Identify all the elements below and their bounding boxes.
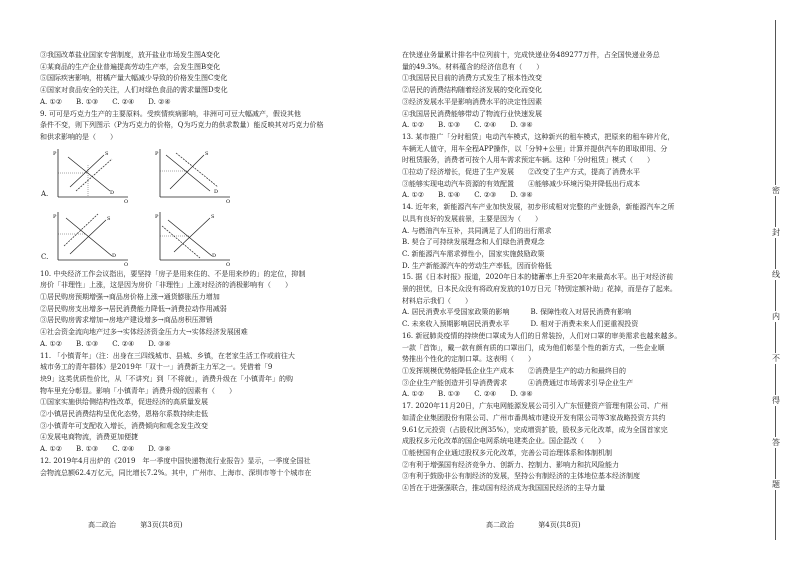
text-line: ③小镇青年可支配收入增长，消费倾向和观念发生改变 bbox=[40, 421, 208, 430]
text-line: ④发展电商物流，消费更加便捷 bbox=[40, 433, 138, 442]
text-line: ④我国居民消费能够带动了物流行业快速发展 bbox=[402, 109, 542, 118]
text-line: 11. 「小镇青年」（注：出身在三四线城市、县城、乡镇，在老家生活工作或前往大 bbox=[40, 351, 295, 360]
footer-left-page: 第3页(共8页) bbox=[140, 521, 183, 529]
text-line: 10. 中央经济工作会议指出，要坚持「房子是用来住的、不是用来炒的」的定位，抑制 bbox=[40, 269, 306, 278]
text-line: ④旨在于进强强联合，推动国有经济成为我国国民经济的主导力量 bbox=[402, 484, 605, 493]
text-line: 9.61亿元投资（占股权比例35%），完成增资扩股，股权多元化改革，成为全国首家完 bbox=[402, 425, 668, 434]
svg-text:S: S bbox=[205, 150, 209, 157]
text-line: ③能够实现电动汽车资源的有效配置 ④能够减少环境污染并降低出行成本 bbox=[402, 179, 640, 188]
text-line: 成股权多元化改革的国企电网系统电建类企业。国企混改（ ） bbox=[402, 437, 605, 446]
text-line: ①发挥规模优势能降低企业生产成本 ②消费是生产的动力和最终目的 bbox=[402, 366, 626, 375]
text-line: C. 未来收入预期影响居民消费水平 D. 相对于消费未来人们更重视投资 bbox=[402, 320, 639, 329]
graph-c-letter: C. bbox=[41, 252, 49, 261]
text-line: ①国家实施供给侧结构性改革，促进经济的高质量发展 bbox=[40, 398, 208, 407]
footer-left bbox=[88, 520, 205, 530]
text-line: A. 与燃油汽车互补，共同满足了人们的出行需求 bbox=[402, 226, 552, 235]
text-line: ③经济发展水平是影响消费水平的决定性因素 bbox=[402, 97, 542, 106]
text-line: 量的49.3%。材料蕴含的经济信息有（ ） bbox=[402, 62, 544, 71]
svg-text:D: D bbox=[214, 188, 219, 195]
footer-right bbox=[486, 520, 603, 530]
text-line: A. ①② B. ①③ C. ②④ D. ③④ bbox=[40, 445, 171, 454]
svg-text:P: P bbox=[53, 213, 57, 220]
text-line: ③居民购房需求增加→房地产建设增多→商品房积压滞销 bbox=[40, 316, 213, 325]
text-line: A. ①② B. ①③ C. ②④ D. ②④ bbox=[40, 97, 171, 106]
text-line: 条件不变，则下列图示（P为巧克力的价格，Q为巧克力的供求数量）能反映其对巧克力价格 bbox=[40, 121, 324, 130]
graph-c bbox=[41, 210, 130, 266]
text-line: 9. 可可是巧克力生产的主要原料。受疾情疾病影响，非洲可可豆大幅减产，假设其他 bbox=[40, 109, 301, 118]
text-line: ③我国改革盐业国家专营制度，放开盐业市场发生图A变化 bbox=[40, 51, 221, 59]
seal-line-char: 内 bbox=[768, 311, 784, 322]
graph-a-svg bbox=[52, 147, 130, 203]
text-line: 在快递业务量累计排名中位列前十，完成快递业务489277万件，占全国快递业务总 bbox=[402, 51, 660, 59]
graph-d bbox=[154, 210, 232, 266]
graph-a bbox=[41, 147, 130, 203]
graph-c-svg bbox=[52, 210, 130, 266]
seal-line-margin bbox=[760, 0, 794, 561]
footer-left-subject: 高二政治 bbox=[88, 521, 116, 529]
graph-b bbox=[154, 147, 232, 203]
text-line: ⑤国际疾害影响，柑橘产量大幅减少导致的价格发生图C变化 bbox=[40, 74, 228, 83]
text-line: ②有利于增强国有经济竞争力、创新力、控制力、影响力和抗风险能力 bbox=[402, 460, 619, 469]
svg-text:S: S bbox=[211, 213, 215, 220]
text-line: A. ①② B. ①③ C. ②④ D. ③④ bbox=[40, 339, 171, 348]
text-line: 会物流总额62.4万亿元，同比增长7.2%。其中，广州市、上海市、深圳市等十个城市在 bbox=[40, 468, 312, 477]
text-line: 时租赁服务，消费者可按个人用车需求预定车辆。这种「分时租赁」模式（ ） bbox=[402, 156, 654, 165]
text-line: 和供求影响的是（ ） bbox=[40, 132, 117, 141]
text-line: 12. 2019年4月出炉的《2019 年一季度中国快递物流行业报告》显示，一季度全国社 bbox=[40, 456, 311, 465]
text-line: 如清企业集团股份有限公司、广州市番禺城市建设开发有限公司等3家战略投资方共约 bbox=[402, 413, 666, 422]
text-line: ②居民的消费结构随着经济发展的变化而变化 bbox=[402, 86, 542, 95]
text-line: B. 契合了可持续发展理念和人们绿色消费观念 bbox=[402, 238, 545, 247]
svg-text:P: P bbox=[155, 213, 159, 220]
seal-line-char: 题 bbox=[768, 479, 784, 490]
text-line: ④国家对食品安全的关注，人们对绿色食品的需求量图D变化 bbox=[40, 86, 228, 95]
text-line: 13. 某市推广「分时租赁」电动汽车模式，这种新兴的租车模式，把原来的租车碎片化， bbox=[402, 132, 675, 141]
footer-right-page: 第4页(共8页) bbox=[538, 521, 581, 529]
text-line: 一款「首饰」，戴一款有颜有质的口罩出门，成为他们彰显个性的新方式，一些企业顺 bbox=[402, 343, 665, 352]
svg-text:D: D bbox=[212, 252, 217, 259]
text-line: ②小镇居民消费结构呈优化态势，恩格尔系数持续走低 bbox=[40, 410, 208, 419]
text-line: A. ①② B. ①③ C. ②④ D. ③④ bbox=[402, 390, 533, 399]
text-line: ④某商品的生产企业普遍提高劳动生产率，会发生图B变化 bbox=[40, 62, 221, 71]
right-column bbox=[402, 50, 740, 495]
seal-line-char: 密 bbox=[768, 185, 784, 196]
seal-line-char: 答 bbox=[768, 437, 784, 448]
graph-d-svg bbox=[154, 210, 232, 266]
text-line: ③企业生产能创造并引导消费需求 ④消费通过市场需求引导企业生产 bbox=[402, 378, 633, 387]
text-line: ①我国居民目前的消费方式发生了根本性改变 bbox=[402, 74, 542, 83]
seal-line-char: 线 bbox=[768, 269, 784, 280]
text-line: ①居民购房预期增强→商品房价格上涨→通货膨胀压力增加 bbox=[40, 293, 220, 302]
text-line: ④社会资金流向地产过多→实体经济资金压力大→实体经济发展困难 bbox=[40, 328, 248, 337]
text-line: 房价「非理性」上涨，这是因为房价「非理性」上涨对经济的消极影响有（ ） bbox=[40, 281, 292, 290]
text-line: ①能使国有企业通过股权多元化改革，完善公司治理体系和体制机制 bbox=[402, 448, 612, 457]
text-line: 以具有良好的发展前景，主要是因为（ ） bbox=[402, 214, 542, 223]
text-line: ②居民购房支出增多→居民消费能力降低→消费拉动作用减弱 bbox=[40, 304, 227, 313]
supply-demand-graphs bbox=[41, 147, 385, 266]
seal-line bbox=[775, 20, 776, 540]
text-line: C. 新能源汽车需求弹性小，国家实施鼓励政策 bbox=[402, 249, 545, 258]
text-line: 材料启示我们（ ） bbox=[402, 296, 472, 305]
text-line: ③有利于鼓励非公有制经济的发展，坚持公有制经济的主体地位基本经济制度 bbox=[402, 472, 640, 481]
seal-line-char: 不 bbox=[768, 353, 784, 364]
text-line: 块9」这类优质性价比，从「不讲究」到「不将就」，消费升级在「小镇青年」的购 bbox=[40, 374, 293, 383]
text-line: 城市务工的青年群体）是2019年「双十一」消费新主力军之一。凭借着「9 bbox=[40, 363, 273, 372]
text-line: A. ①② B. ①④ C. ②③ D. ③④ bbox=[402, 191, 533, 200]
text-line: 势推出个性化的定制口罩。这表明（ ） bbox=[402, 355, 535, 364]
left-column bbox=[40, 50, 385, 479]
svg-text:Q: Q bbox=[226, 261, 231, 266]
seal-line-char: 封 bbox=[768, 227, 784, 238]
svg-text:S: S bbox=[107, 215, 111, 222]
footer-right-subject: 高二政治 bbox=[486, 521, 514, 529]
text-line: 17. 2020年11月20日，广东电网能源发展公司引入广东恒健资产管理有限公司、广州 bbox=[402, 402, 668, 411]
svg-text:Q: Q bbox=[124, 198, 129, 203]
text-line: A. ①② B. ①③ C. ②④ D. ③④ bbox=[402, 121, 533, 130]
svg-text:D: D bbox=[110, 189, 115, 196]
text-line: 车辆无人值守，用车全程APP操作，以「分钟+公里」计算并提供汽车的即取即用、分 bbox=[402, 144, 668, 153]
svg-text:Q: Q bbox=[226, 198, 231, 203]
svg-text:D: D bbox=[112, 252, 117, 259]
text-line: ①拉动了经济增长，促进了生产发展 ②改变了生产方式，提高了消费水平 bbox=[402, 168, 640, 177]
text-line: 景的担忧，日本民众没有将政府发放的10万日元「特别定额补助」花掉，而是存了起来。 bbox=[402, 285, 677, 294]
svg-text:S: S bbox=[105, 150, 109, 157]
svg-text:P: P bbox=[155, 150, 159, 157]
text-line: 15. 据《日本时报》报道，2020年日本的储蓄率上升至20年来最高水平。出于对经济前 bbox=[402, 273, 674, 282]
text-line: 物车里充分彰显。影响「小镇青年」消费升级的因素有（ ） bbox=[40, 386, 236, 395]
left-lines-before-graphs bbox=[40, 50, 385, 144]
left-lines-after-graphs bbox=[40, 269, 385, 480]
seal-line-char: 得 bbox=[768, 395, 784, 406]
text-line: 16. 新冠肺炎疫情的持续使口罩成为人们的日常装扮，人们对口罩的审美需求也越来越多。 bbox=[402, 331, 682, 340]
text-line: D. 生产新能源汽车的劳动生产率低，因而价格低 bbox=[402, 261, 552, 270]
text-line: 14. 近年来，新能源汽车产业加快发展，初步形成相对完整的产业链条，新能源汽车之所 bbox=[402, 203, 675, 212]
svg-text:Q: Q bbox=[124, 261, 129, 266]
svg-text:P: P bbox=[53, 150, 57, 157]
graph-a-letter: A. bbox=[41, 189, 49, 198]
graph-b-svg bbox=[154, 147, 232, 203]
text-line: A. 居民消费水平受国家政策的影响 B. 保障性收入对居民消费有影响 bbox=[402, 308, 632, 317]
